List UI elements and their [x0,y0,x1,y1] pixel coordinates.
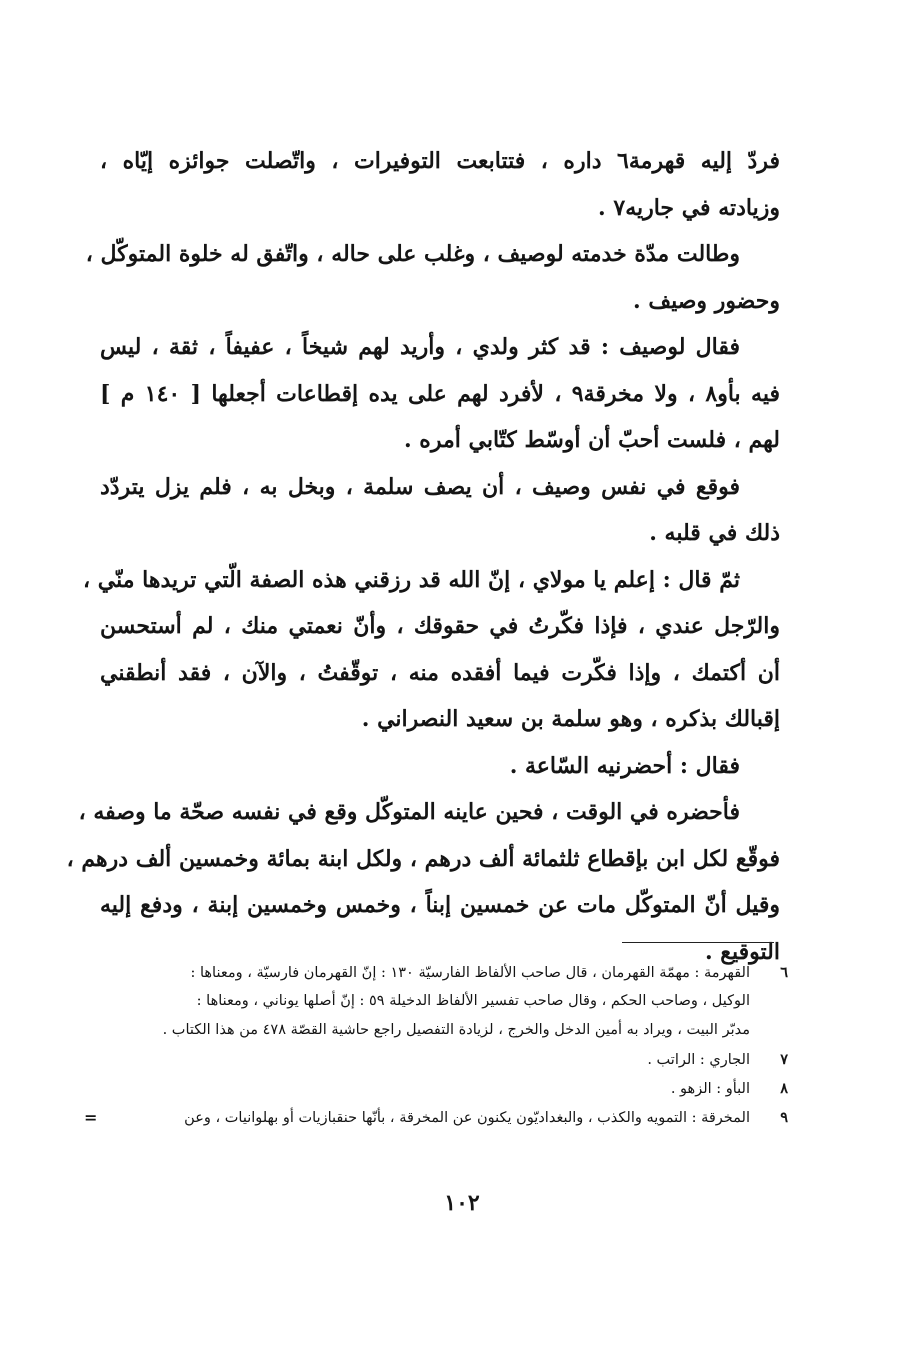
footnote-text: الجاري : الراتب . [647,1052,750,1068]
text-line: فوقع في نفس وصيف ، أن يصف سلمة ، وبخل به ، فلم يزل يتردّد [100,473,740,500]
text-line: والرّجل عندي ، فإذا فكّرتُ في حقوقك ، وأنّ نعمتي منك ، لم أستحسن [100,613,780,639]
text-line: ذلك في قلبه . [649,520,780,546]
footnote-text: المخرقة : التمويه والكذب ، والبغداديّون يكنون عن المخرقة ، بأنّها حنقبازيات أو بهلوانيات ، وعن [184,1110,750,1126]
continuation-mark: = [84,1108,98,1127]
footnote-number: ٨ [780,1080,788,1097]
footnote-separator [622,942,774,943]
footnote-7 [100,1045,788,1074]
text-line: لهم ، فلست أحبّ أن أوسّط كتّابي أمره . [403,427,780,453]
footnote-9 [84,1103,788,1132]
text-line: وزيادته في جاريه٧ . [598,194,780,221]
footnote-text: البأو : الزهو . [670,1081,750,1097]
footnote-8 [100,1074,788,1103]
text-line: فردّ إليه قهرمة٦ داره ، فتتابعت التوفيرات ، واتّصلت جوائزه إيّاه ، [100,148,780,174]
footnote-number: ٧ [780,1051,788,1068]
footnote-number: ٦ [780,964,788,981]
text-line: وطالت مدّة خدمته لوصيف ، وغلب على حاله ، واتّفق له خلوة المتوكّل ، [85,241,740,267]
text-line: فوقّع لكل ابن بإقطاع ثلثمائة ألف درهم ، ولكل ابنة بمائة وخمسين ألف درهم ، [66,845,780,872]
text-line: وقيل أنّ المتوكّل مات عن خمسين إبناً ، وخمس وخمسين إبنة ، ودفع إليه [100,892,780,918]
text-line: ثمّ قال : إعلم يا مولاي ، إنّ الله قد رزقني هذه الصفة الّتي تريدها منّي ، [83,566,740,593]
footnotes [84,958,788,1132]
page-number: ١٠٢ [444,1190,480,1216]
footnote-6-continued [100,987,788,1016]
text-line: وحضور وصيف . [633,287,780,314]
footnote-text: مدبّر البيت ، ويراد به أمين الدخل والخرج ، لزيادة التفصيل راجع حاشية القصّة ٤٧٨ من هذا الكتاب . [162,1022,750,1038]
text-line: فأحضره في الوقت ، فحين عاينه المتوكّل وقع في نفسه صحّة ما وصفه ، [78,799,740,825]
text-line: التوقيع . [704,938,780,965]
footnote-6-continued [100,1016,788,1045]
text-line: فيه بأو٨ ، ولا مخرقة٩ ، لأفرد لهم على يده إقطاعات أجعلها [ ١٤٠ م ] [100,380,780,407]
footnote-text: القهرمة : مهمّة القهرمان ، قال صاحب الألفاظ الفارسيّة ١٣٠ : إنّ القهرمان فارسيّة ، ومعناها : [190,965,750,981]
text-line: فقال : أحضرنيه السّاعة . [509,752,740,779]
text-line: أن أكتمك ، وإذا فكّرت فيما أفقده منه ، توقّفتُ ، والآن ، فقد أنطقني [100,659,780,686]
main-text [66,138,780,975]
footnote-text: الوكيل ، وصاحب الحكم ، وقال صاحب تفسير الألفاظ الدخيلة ٥٩ : إنّ أصلها يوناني ، ومعناها : [196,993,750,1009]
text-line: إقبالك بذكره ، وهو سلمة بن سعيد النصراني . [361,706,780,732]
text-line: فقال لوصيف : قد كثر ولدي ، وأريد لهم شيخاً ، عفيفاً ، ثقة ، ليس [100,334,740,360]
footnote-number: ٩ [780,1109,788,1126]
footnote-6 [100,958,788,987]
